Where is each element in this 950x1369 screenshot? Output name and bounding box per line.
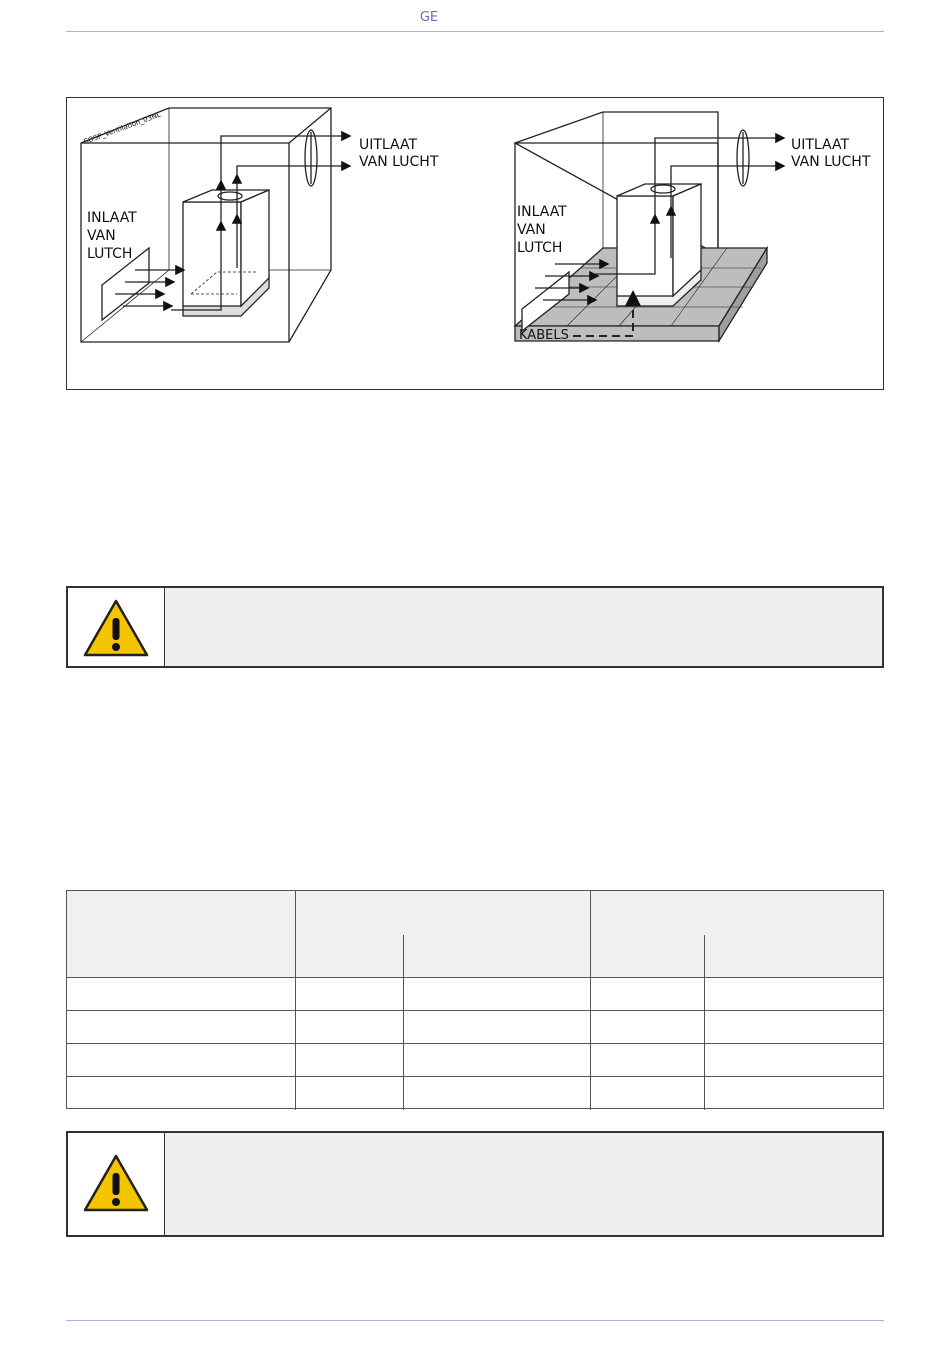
warning-triangle-icon	[82, 1153, 150, 1213]
right-inlet-label-3: LUTCH	[517, 240, 563, 256]
warning-icon-cell-2	[68, 1133, 165, 1235]
table-row	[67, 1043, 883, 1044]
header-code: GE	[419, 10, 439, 25]
footer-rule	[66, 1320, 884, 1321]
warning-triangle-icon	[82, 598, 150, 658]
table-col-divider	[403, 935, 404, 1110]
ventilation-diagrams	[67, 98, 885, 391]
right-diagram	[515, 112, 783, 341]
left-outlet-label-2: VAN LUCHT	[359, 154, 439, 170]
warning-icon-cell-1	[68, 588, 165, 666]
right-outlet-label-1: UITLAAT	[791, 137, 850, 153]
table-col-divider	[590, 891, 591, 1110]
data-table	[66, 890, 884, 1109]
right-outlet-label-2: VAN LUCHT	[791, 154, 871, 170]
cables-label: KABELS	[519, 328, 569, 343]
left-stamp: SOSP_Ventilation_03NL	[82, 110, 162, 146]
table-row	[67, 1010, 883, 1011]
left-inlet-label-1: INLAAT	[87, 210, 137, 226]
warning-box-1	[66, 586, 884, 668]
table-col-divider	[704, 935, 705, 1110]
warning-box-2	[66, 1131, 884, 1237]
header-rule	[66, 31, 884, 32]
left-outlet-label-1: UITLAAT	[359, 137, 418, 153]
left-inlet-label-2: VAN	[87, 228, 116, 244]
left-inlet-label-3: LUTCH	[87, 246, 133, 262]
table-header	[67, 891, 883, 978]
ventilation-figure	[66, 97, 884, 390]
table-col-divider	[295, 891, 296, 1110]
table-row	[67, 1076, 883, 1077]
right-inlet-label-2: VAN	[517, 222, 546, 238]
right-inlet-label-1: INLAAT	[517, 204, 567, 220]
